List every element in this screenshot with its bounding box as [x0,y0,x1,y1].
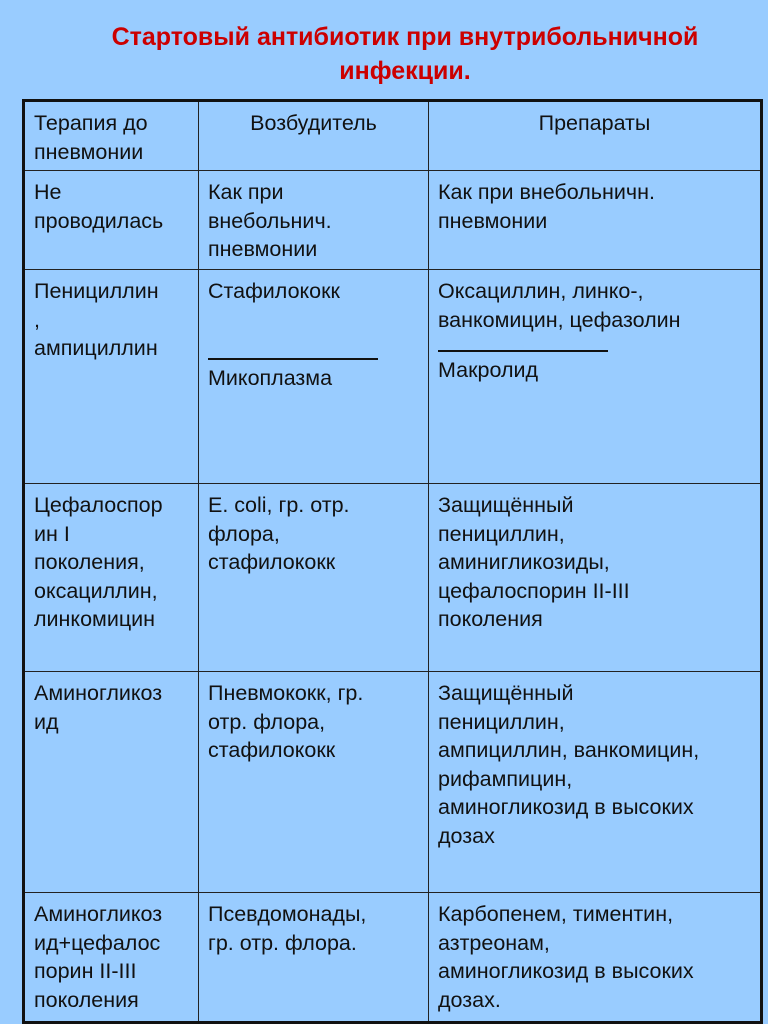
text-line: Как при внебольничн. [438,180,655,204]
text-line: ампициллин, ванкомицин, [438,738,700,762]
table-row [24,270,762,484]
text-line: Пневмококк, гр. [208,681,364,705]
cell-pathogen [199,171,429,270]
header-pathogen: Возбудитель [199,101,429,171]
text-line: дозах. [438,987,501,1012]
cell-divider [208,358,378,360]
cell-therapy [24,270,199,484]
text-line: пневмонии [208,237,318,261]
text-line: стафилококк [208,738,336,762]
title-line-2: инфекции. [339,57,471,85]
text-line: ин I [34,521,70,546]
text-line: Защищённый [438,681,574,705]
text-line: рифампицин, [438,766,573,791]
text-line: пенициллин, [438,521,565,546]
cell-drugs [429,171,762,270]
text-line: Аминогликоз [34,902,163,926]
cell-drugs [429,672,762,893]
text-line: пневмонии [438,208,548,233]
text-line: пенициллин, [438,709,565,734]
text-line: Защищённый [438,493,574,517]
cell-pathogen [199,672,429,893]
text-line: цефалоспорин II-III [438,578,630,603]
cell-therapy [24,672,199,893]
title-line-1: Стартовый антибиотик при внутрибольничной [111,23,699,51]
cell-drugs [429,484,762,672]
text-line: Стафилококк [208,279,340,303]
table-row [24,893,762,1023]
antibiotic-table [22,99,763,1024]
table-row [24,171,762,270]
text-line: ид+цефалос [34,930,161,955]
text-line: Как при [208,180,284,204]
cell-drugs [429,893,762,1023]
text-line: порин II-III [34,959,137,983]
text-line: гр. отр. флора. [208,930,357,955]
text-line: поколения [438,607,543,631]
text-line: внебольнич. [208,208,332,233]
text-line: Карбопенем, тиментин, [438,902,674,926]
header-drugs: Препараты [429,101,762,171]
text-line: Цефалоспор [34,493,163,517]
table-header-row [24,101,762,171]
text-line: проводилась [34,208,164,233]
text-line: Аминогликоз [34,681,163,705]
text-line: Микоплазма [208,365,333,390]
cell-therapy [24,171,199,270]
page-title [0,20,768,88]
text-line: линкомицин [34,607,156,631]
cell-pathogen [199,893,429,1023]
text-line: , [34,307,40,332]
text-line: флора, [208,521,280,546]
cell-therapy [24,484,199,672]
cell-therapy [24,893,199,1023]
text-line: Псевдомонады, [208,902,367,926]
text-line: Макролид [438,358,539,382]
text-line: Оксациллин, линко-, [438,279,644,303]
text-line: аминогликозид в высоких [438,795,694,819]
cell-drugs [429,270,762,484]
text-line: аминогликозид в высоких [438,959,694,983]
text-line: ампициллин [34,336,158,360]
text-line: оксациллин, [34,578,158,603]
text-line: стафилококк [208,550,336,574]
cell-divider [438,350,608,352]
text-line: E. coli, гр. отр. [208,493,350,517]
text-line: азтреонам, [438,930,550,955]
text-line: ванкомицин, цефазолин [438,307,681,332]
text-line: дозах [438,823,495,848]
text-line: аминигликозиды, [438,550,610,574]
cell-pathogen [199,484,429,672]
text-line: ид [34,709,59,734]
table-row [24,672,762,893]
text-line: поколения, [34,550,145,574]
cell-pathogen [199,270,429,484]
table-row [24,484,762,672]
text-line: Не [34,180,62,204]
text-line: Пенициллин [34,279,159,303]
text-line: поколения [34,987,139,1012]
header-therapy: Терапия до пневмонии [24,101,199,171]
text-line: отр. флора, [208,709,326,734]
